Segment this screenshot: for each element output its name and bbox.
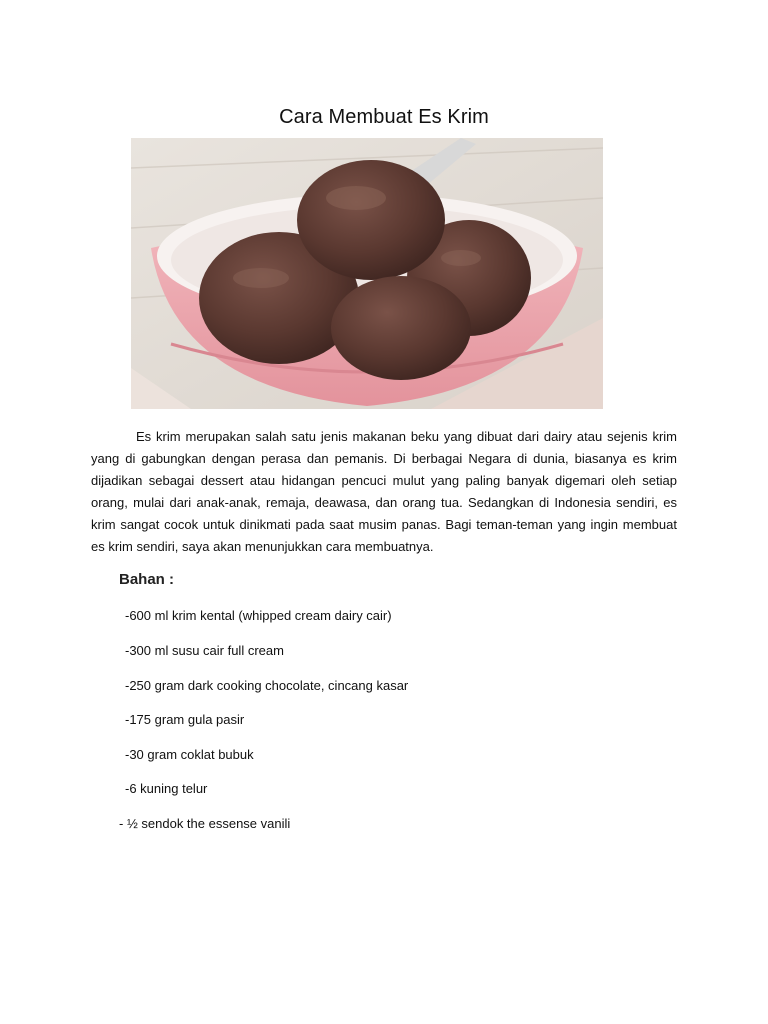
page-title: Cara Membuat Es Krim (279, 106, 489, 129)
ingredient-item: - ½ sendok the essense vanili (119, 816, 291, 831)
ingredient-item: -30 gram coklat bubuk (125, 747, 254, 762)
ingredient-item: -600 ml krim kental (whipped cream dairy cair) (125, 608, 392, 623)
intro-paragraph: Es krim merupakan salah satu jenis makanan beku yang dibuat dari dairy atau sejenis krim yang di gabungkan dengan perasa dan pemanis. Di berbagai Negara di dunia, biasanya es krim dijadikan sebagai dessert atau hidangan pencuci mulut yang paling banyak digemari oleh setiap orang, mulai dari anak-anak, remaja, deawasa, dan orang tua. Sedangkan di Indonesia sendiri, es krim sangat cocok untuk dinikmati pada saat musim panas. Bagi teman-teman yang ingin membuat es krim sendiri, saya akan menunjukkan cara membuatnya. (91, 429, 677, 554)
ingredient-item: -6 kuning telur (125, 781, 208, 796)
ice-cream-illustration (131, 138, 603, 409)
ingredient-item: -175 gram gula pasir (125, 712, 245, 727)
ingredient-item: -300 ml susu cair full cream (125, 643, 284, 658)
ingredient-item: -250 gram dark cooking chocolate, cincang kasar (125, 678, 409, 693)
ingredients-heading: Bahan : (119, 571, 175, 588)
ice-cream-photo (131, 138, 603, 409)
